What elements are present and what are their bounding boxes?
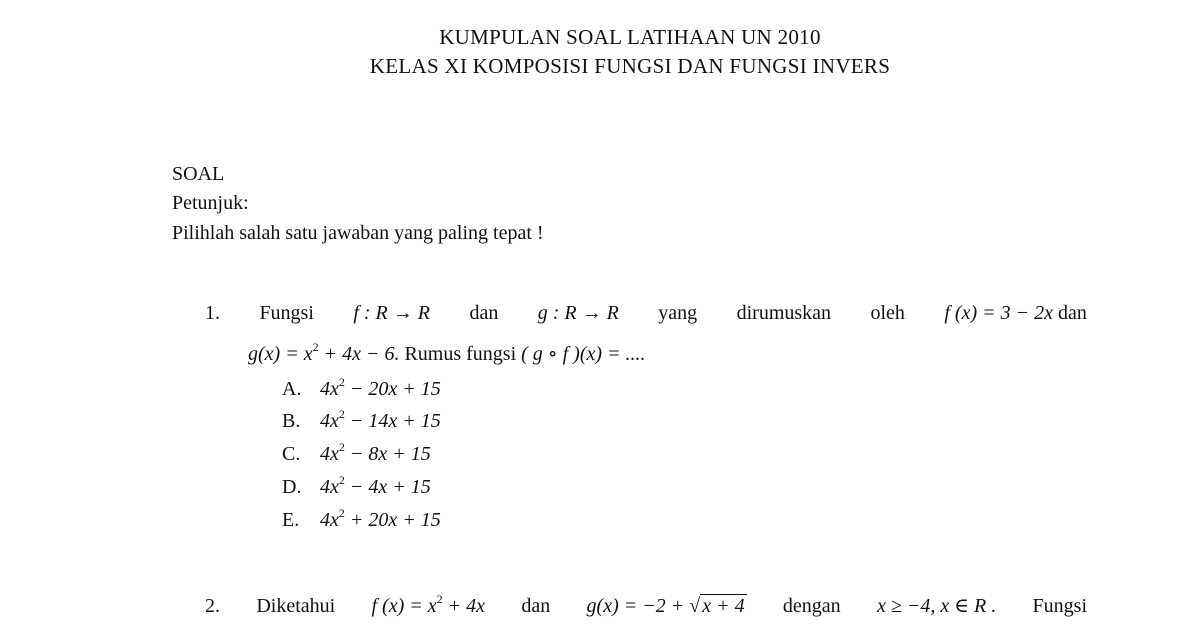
math-expression: + 4x <box>442 595 486 617</box>
function-definition <box>944 302 1087 325</box>
question-number: 1. <box>205 302 220 324</box>
function-mapping: f : R → R <box>353 302 430 324</box>
document-subtitle: KELAS XI KOMPOSISI FUNGSI DAN FUNGSI INVERS <box>369 54 891 78</box>
math-expression: f (x) = x <box>371 595 437 617</box>
math-expression: g(x) = −2 + <box>586 595 690 617</box>
radicand: x + 4 <box>702 595 745 617</box>
question-number: 2. <box>205 595 220 617</box>
option-label: E. <box>282 509 300 531</box>
math-expression: g(x) = x <box>248 343 313 365</box>
answer-option-a[interactable] <box>282 375 441 401</box>
question-2-line-1 <box>205 592 1087 618</box>
question-text: dan <box>469 302 499 324</box>
answer-option-b[interactable] <box>282 407 441 433</box>
exponent: 2 <box>338 473 345 487</box>
function-definition <box>372 592 486 618</box>
exponent: 2 <box>338 440 345 454</box>
question-1-line-1 <box>205 302 1087 325</box>
question-text: dirumuskan <box>736 302 832 324</box>
document-title: KUMPULAN SOAL LATIHAAN UN 2010 <box>439 25 821 49</box>
exponent: 2 <box>436 592 443 606</box>
question-text: Rumus fungsi <box>404 343 517 365</box>
function-mapping: g : R → R <box>537 302 619 324</box>
section-heading: SOAL <box>172 163 225 185</box>
option-label: B. <box>282 410 301 432</box>
exponent: 2 <box>338 506 345 520</box>
option-label: D. <box>282 476 302 498</box>
option-expression: 4x <box>320 476 339 498</box>
question-text: oleh <box>870 302 905 324</box>
exponent: 2 <box>312 340 319 354</box>
question-text: dengan <box>782 595 841 617</box>
option-expression: 4x <box>320 378 339 400</box>
question-1-line-2 <box>248 340 646 366</box>
answer-option-d[interactable] <box>282 473 431 499</box>
question-text: yang <box>658 302 698 324</box>
function-definition <box>587 595 747 618</box>
math-expression: f (x) = 3 − 2x <box>944 302 1053 324</box>
option-expression: − 14x + 15 <box>344 410 441 432</box>
math-expression: + 4x − 6. <box>318 343 400 365</box>
domain-expression: x ≥ −4, x ∈ R . <box>876 595 997 617</box>
exponent: 2 <box>338 407 345 421</box>
option-expression: 4x <box>320 443 339 465</box>
question-text: Fungsi <box>1032 595 1087 617</box>
answer-option-c[interactable] <box>282 440 431 466</box>
option-label: C. <box>282 443 301 465</box>
question-text: dan <box>521 595 551 617</box>
option-expression: − 4x + 15 <box>344 476 431 498</box>
composition-expression: ( g ∘ f )(x) = .... <box>521 343 646 365</box>
option-expression: − 20x + 15 <box>344 378 441 400</box>
answer-option-e[interactable] <box>282 506 441 532</box>
option-expression: − 8x + 15 <box>344 443 431 465</box>
instructions-label: Petunjuk: <box>172 192 249 214</box>
question-text: dan <box>1058 302 1087 324</box>
option-expression: + 20x + 15 <box>344 509 441 531</box>
instructions-text: Pilihlah salah satu jawaban yang paling tepat ! <box>172 222 544 244</box>
question-text: Fungsi <box>259 302 314 324</box>
option-expression: 4x <box>320 410 339 432</box>
exponent: 2 <box>338 375 345 389</box>
radical-sign: √ <box>689 595 701 617</box>
option-label: A. <box>282 378 302 400</box>
option-expression: 4x <box>320 509 339 531</box>
question-text: Diketahui <box>256 595 336 617</box>
